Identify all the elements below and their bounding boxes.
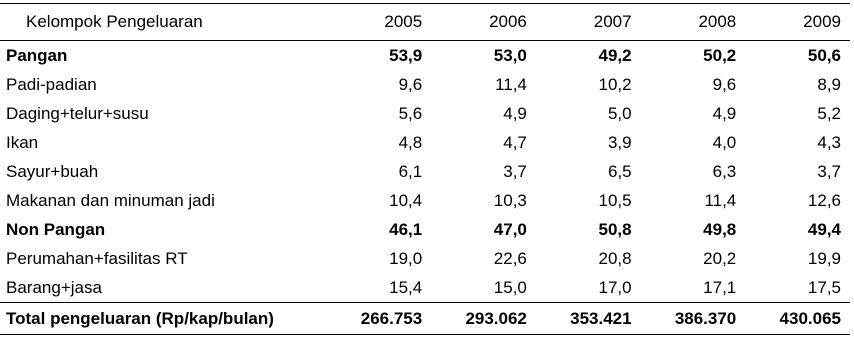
row-label: Non Pangan	[6, 220, 106, 239]
row-label: Sayur+buah	[6, 162, 99, 181]
cell-value: 10,4	[389, 191, 423, 210]
cell-value: 20,8	[598, 249, 632, 268]
row-label: Perumahan+fasilitas RT	[6, 249, 188, 268]
cell-value: 10,3	[493, 191, 527, 210]
table-row	[0, 157, 850, 186]
row-label: Pangan	[6, 46, 68, 65]
cell-value: 9,6	[398, 75, 423, 94]
table-row	[0, 70, 850, 99]
total-row	[0, 303, 850, 335]
cell-value: 17,5	[807, 278, 841, 297]
cell-value: 293.062	[431, 303, 536, 335]
table-row	[0, 41, 850, 71]
cell-value: 3,7	[817, 162, 841, 181]
cell-value: 353.421	[536, 303, 641, 335]
cell-value: 4,7	[503, 133, 527, 152]
header-year-2005: 2005	[327, 4, 432, 41]
row-label: Daging+telur+susu	[6, 104, 149, 123]
cell-value: 19,0	[389, 249, 423, 268]
cell-value: 10,5	[598, 191, 632, 210]
header-year-2008: 2008	[641, 4, 746, 41]
row-label: Total pengeluaran (Rp/kap/bulan)	[0, 303, 327, 335]
table-row	[0, 99, 850, 128]
cell-value: 266.753	[327, 303, 432, 335]
cell-value: 49,4	[807, 220, 841, 239]
cell-value: 50,2	[703, 46, 737, 65]
cell-value: 6,1	[398, 162, 423, 181]
table-row	[0, 215, 850, 244]
cell-value: 20,2	[703, 249, 737, 268]
cell-value: 47,0	[493, 220, 527, 239]
cell-value: 49,2	[598, 46, 632, 65]
table-header	[0, 4, 850, 41]
header-row	[0, 4, 850, 41]
row-label: Barang+jasa	[6, 278, 102, 297]
cell-value: 17,1	[703, 278, 737, 297]
cell-value: 6,5	[607, 162, 632, 181]
cell-value: 4,0	[712, 133, 737, 152]
row-label: Padi-padian	[6, 75, 97, 94]
table-row	[0, 244, 850, 273]
cell-value: 5,0	[607, 104, 632, 123]
cell-value: 4,3	[817, 133, 841, 152]
table-body	[0, 41, 850, 335]
cell-value: 19,9	[807, 249, 841, 268]
cell-value: 15,0	[493, 278, 527, 297]
cell-value: 9,6	[712, 75, 737, 94]
expenditure-table	[0, 3, 850, 335]
cell-value: 46,1	[389, 220, 423, 239]
cell-value: 4,9	[712, 104, 737, 123]
cell-value: 11,4	[495, 75, 527, 94]
table-row	[0, 186, 850, 215]
cell-value: 4,8	[398, 133, 423, 152]
cell-value: 53,9	[389, 46, 423, 65]
table-row	[0, 273, 850, 303]
header-category: Kelompok Pengeluaran	[0, 4, 327, 41]
header-year-2009: 2009	[745, 4, 850, 41]
cell-value: 10,2	[598, 75, 632, 94]
cell-value: 6,3	[712, 162, 737, 181]
header-year-2007: 2007	[536, 4, 641, 41]
cell-value: 8,9	[817, 75, 841, 94]
cell-value: 386.370	[641, 303, 746, 335]
cell-value: 3,7	[503, 162, 527, 181]
cell-value: 430.065	[745, 303, 850, 335]
table-row	[0, 128, 850, 157]
cell-value: 50,8	[598, 220, 632, 239]
row-label: Makanan dan minuman jadi	[6, 191, 215, 210]
cell-value: 17,0	[598, 278, 632, 297]
header-year-2006: 2006	[431, 4, 536, 41]
cell-value: 4,9	[503, 104, 527, 123]
cell-value: 5,2	[817, 104, 841, 123]
cell-value: 22,6	[493, 249, 527, 268]
cell-value: 11,4	[704, 191, 737, 210]
row-label: Ikan	[6, 133, 39, 152]
cell-value: 53,0	[493, 46, 527, 65]
cell-value: 15,4	[389, 278, 423, 297]
cell-value: 50,6	[807, 46, 841, 65]
cell-value: 49,8	[703, 220, 737, 239]
cell-value: 5,6	[398, 104, 423, 123]
cell-value: 3,9	[607, 133, 632, 152]
cell-value: 12,6	[807, 191, 841, 210]
